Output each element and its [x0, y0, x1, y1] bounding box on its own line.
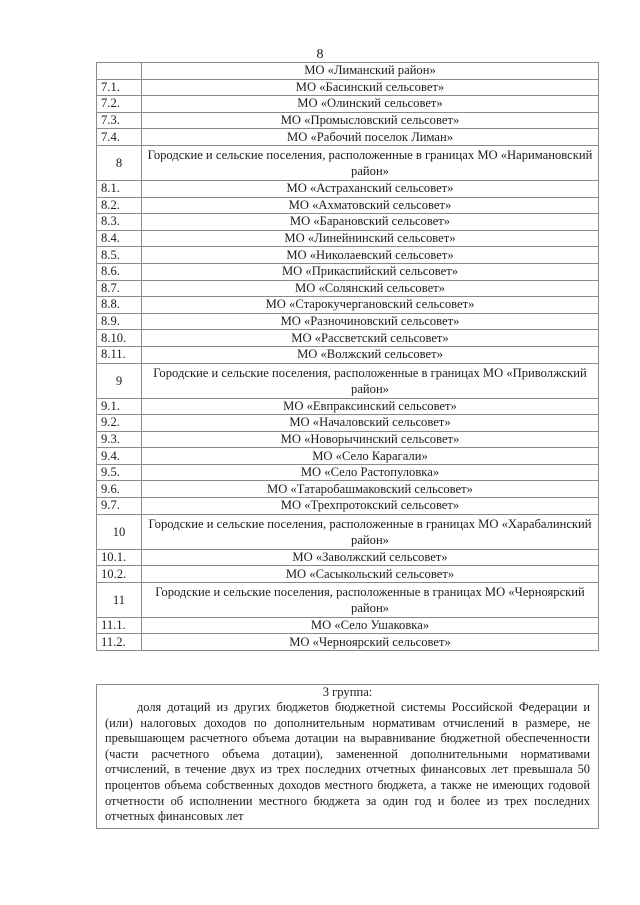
row-number: 11.2. — [97, 634, 142, 651]
row-number: 10.2. — [97, 566, 142, 583]
row-name: МО «Прикаспийский сельсовет» — [142, 263, 599, 280]
row-name: МО «Началовский сельсовет» — [142, 415, 599, 432]
table-row — [97, 96, 599, 113]
row-name: МО «Трехпротокский сельсовет» — [142, 498, 599, 515]
group-3-block — [96, 684, 599, 829]
row-number: 9 — [97, 363, 142, 398]
row-name: МО «Волжский сельсовет» — [142, 346, 599, 363]
row-name: МО «Село Ушаковка» — [142, 617, 599, 634]
row-name: МО «Евпраксинский сельсовет» — [142, 398, 599, 415]
row-number: 9.3. — [97, 431, 142, 448]
table-row — [97, 363, 599, 398]
table-row — [97, 498, 599, 515]
row-number: 8.4. — [97, 230, 142, 247]
table-row — [97, 79, 599, 96]
row-name: МО «Село Растопуловка» — [142, 464, 599, 481]
group-3-title: 3 группа: — [322, 685, 373, 699]
row-name: МО «Промысловский сельсовет» — [142, 112, 599, 129]
row-name: МО «Барановский сельсовет» — [142, 214, 599, 231]
table-row — [97, 549, 599, 566]
row-number: 8.11. — [97, 346, 142, 363]
table-row — [97, 431, 599, 448]
row-number: 8.7. — [97, 280, 142, 297]
table-row — [97, 63, 599, 80]
table-row — [97, 197, 599, 214]
row-name: МО «Ахматовский сельсовет» — [142, 197, 599, 214]
row-name: МО «Разночиновский сельсовет» — [142, 313, 599, 330]
row-number: 9.6. — [97, 481, 142, 498]
row-number: 8.1. — [97, 180, 142, 197]
row-number — [97, 63, 142, 80]
row-number: 8.3. — [97, 214, 142, 231]
row-number: 11 — [97, 582, 142, 617]
row-number: 7.3. — [97, 112, 142, 129]
page-number: 8 — [316, 47, 324, 62]
municipalities-table — [96, 62, 599, 651]
row-name: МО «Старокучергановский сельсовет» — [142, 297, 599, 314]
row-name: МО «Рабочий поселок Лиман» — [142, 129, 599, 146]
row-name: МО «Басинский сельсовет» — [142, 79, 599, 96]
row-number: 8.10. — [97, 330, 142, 347]
row-number: 8.6. — [97, 263, 142, 280]
row-number: 11.1. — [97, 617, 142, 634]
row-name: Городские и сельские поселения, расположенные в границах МО «Наримановский район» — [142, 145, 599, 180]
table-row — [97, 415, 599, 432]
row-number: 7.1. — [97, 79, 142, 96]
row-number: 9.2. — [97, 415, 142, 432]
row-name: МО «Новорычинский сельсовет» — [142, 431, 599, 448]
row-name: МО «Заволжский сельсовет» — [142, 549, 599, 566]
row-name: МО «Черноярский сельсовет» — [142, 634, 599, 651]
row-number: 9.7. — [97, 498, 142, 515]
row-number: 9.4. — [97, 448, 142, 465]
row-number: 10 — [97, 514, 142, 549]
table-row — [97, 514, 599, 549]
row-name: МО «Николаевский сельсовет» — [142, 247, 599, 264]
row-number: 8 — [97, 145, 142, 180]
row-name: МО «Сасыкольский сельсовет» — [142, 566, 599, 583]
row-number: 7.4. — [97, 129, 142, 146]
row-name: МО «Линейнинский сельсовет» — [142, 230, 599, 247]
table-row — [97, 230, 599, 247]
row-number: 10.1. — [97, 549, 142, 566]
row-name: МО «Татаробашмаковский сельсовет» — [142, 481, 599, 498]
row-name: МО «Село Карагали» — [142, 448, 599, 465]
row-name: Городские и сельские поселения, расположенные в границах МО «Черноярский район» — [142, 582, 599, 617]
table-row — [97, 214, 599, 231]
table-row — [97, 280, 599, 297]
row-number: 9.5. — [97, 464, 142, 481]
row-name: МО «Рассветский сельсовет» — [142, 330, 599, 347]
table-row — [97, 263, 599, 280]
row-name: Городские и сельские поселения, расположенные в границах МО «Приволжский район» — [142, 363, 599, 398]
table-row — [97, 330, 599, 347]
row-name: МО «Солянский сельсовет» — [142, 280, 599, 297]
table-row — [97, 346, 599, 363]
table-row — [97, 313, 599, 330]
table-row — [97, 481, 599, 498]
table-row — [97, 247, 599, 264]
row-number: 8.9. — [97, 313, 142, 330]
table-row — [97, 566, 599, 583]
row-number: 9.1. — [97, 398, 142, 415]
table-row — [97, 398, 599, 415]
row-number: 7.2. — [97, 96, 142, 113]
table-row — [97, 129, 599, 146]
row-number: 8.5. — [97, 247, 142, 264]
group-3-text: доля дотаций из других бюджетов бюджетной системы Российской Федерации и (или) налоговых доходов по дополнительным нормативам отчислений в размере, не превышающем расчетного объема дотации на выравнивание бюджетной обеспеченности (части расчетного объема дотации), замененной дополнительными нормативами отчислений, в течение двух из трех последних отчетных финансовых лет превышала 50 процентов объема собственных доходов местного бюджета, а также не имеющих годовой отчетности об исполнении местного бюджета за один год и более из трех последних отчетных финансовых лет — [105, 700, 590, 824]
table-row — [97, 464, 599, 481]
row-number: 8.2. — [97, 197, 142, 214]
table-body — [97, 63, 599, 651]
table-row — [97, 448, 599, 465]
row-name: МО «Олинский сельсовет» — [142, 96, 599, 113]
row-name: МО «Астраханский сельсовет» — [142, 180, 599, 197]
table-row — [97, 617, 599, 634]
row-name: Городские и сельские поселения, расположенные в границах МО «Харабалинский район» — [142, 514, 599, 549]
table-row — [97, 634, 599, 651]
table-row — [97, 112, 599, 129]
table-row — [97, 180, 599, 197]
row-name: МО «Лиманский район» — [142, 63, 599, 80]
row-number: 8.8. — [97, 297, 142, 314]
table-row — [97, 297, 599, 314]
table-row — [97, 582, 599, 617]
table-row — [97, 145, 599, 180]
